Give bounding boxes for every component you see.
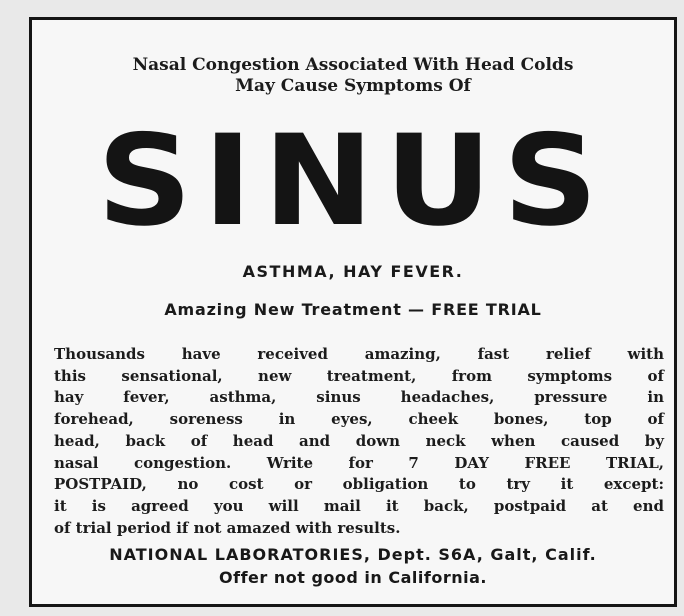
big-title: SINUS — [97, 108, 609, 255]
body-line: head, back of head and down neck when caused by — [54, 431, 664, 450]
subheading: ASTHMA, HAY FEVER. — [242, 262, 464, 281]
headline-line-1: Nasal Congestion Associated With Head Colds — [132, 55, 574, 75]
body-line: nasal congestion. Write for 7 DAY FREE TRIAL, — [54, 453, 664, 472]
body-line: POSTPAID, no cost or obligation to try it except: — [54, 475, 664, 494]
body-line: forehead, soreness in eyes, cheek bones, top of — [54, 410, 664, 429]
body-line: it is agreed you will mail it back, postpaid at end — [54, 496, 664, 515]
body-line: this sensational, new treatment, from symptoms of — [54, 366, 664, 385]
advertisement-box — [29, 17, 677, 607]
body-line: of trial period if not amazed with results. — [54, 518, 401, 537]
headline-line-2: May Cause Symptoms Of — [235, 76, 471, 96]
body-text — [54, 344, 664, 539]
body-line: Thousands have received amazing, fast relief with — [54, 345, 664, 363]
offer-heading: Amazing New Treatment — FREE TRIAL — [164, 300, 542, 319]
footer-note: Offer not good in California. — [219, 568, 487, 587]
footer-address: NATIONAL LABORATORIES, Dept. S6A, Galt, Calif. — [109, 545, 597, 564]
body-line: hay fever, asthma, sinus headaches, pressure in — [54, 388, 664, 407]
